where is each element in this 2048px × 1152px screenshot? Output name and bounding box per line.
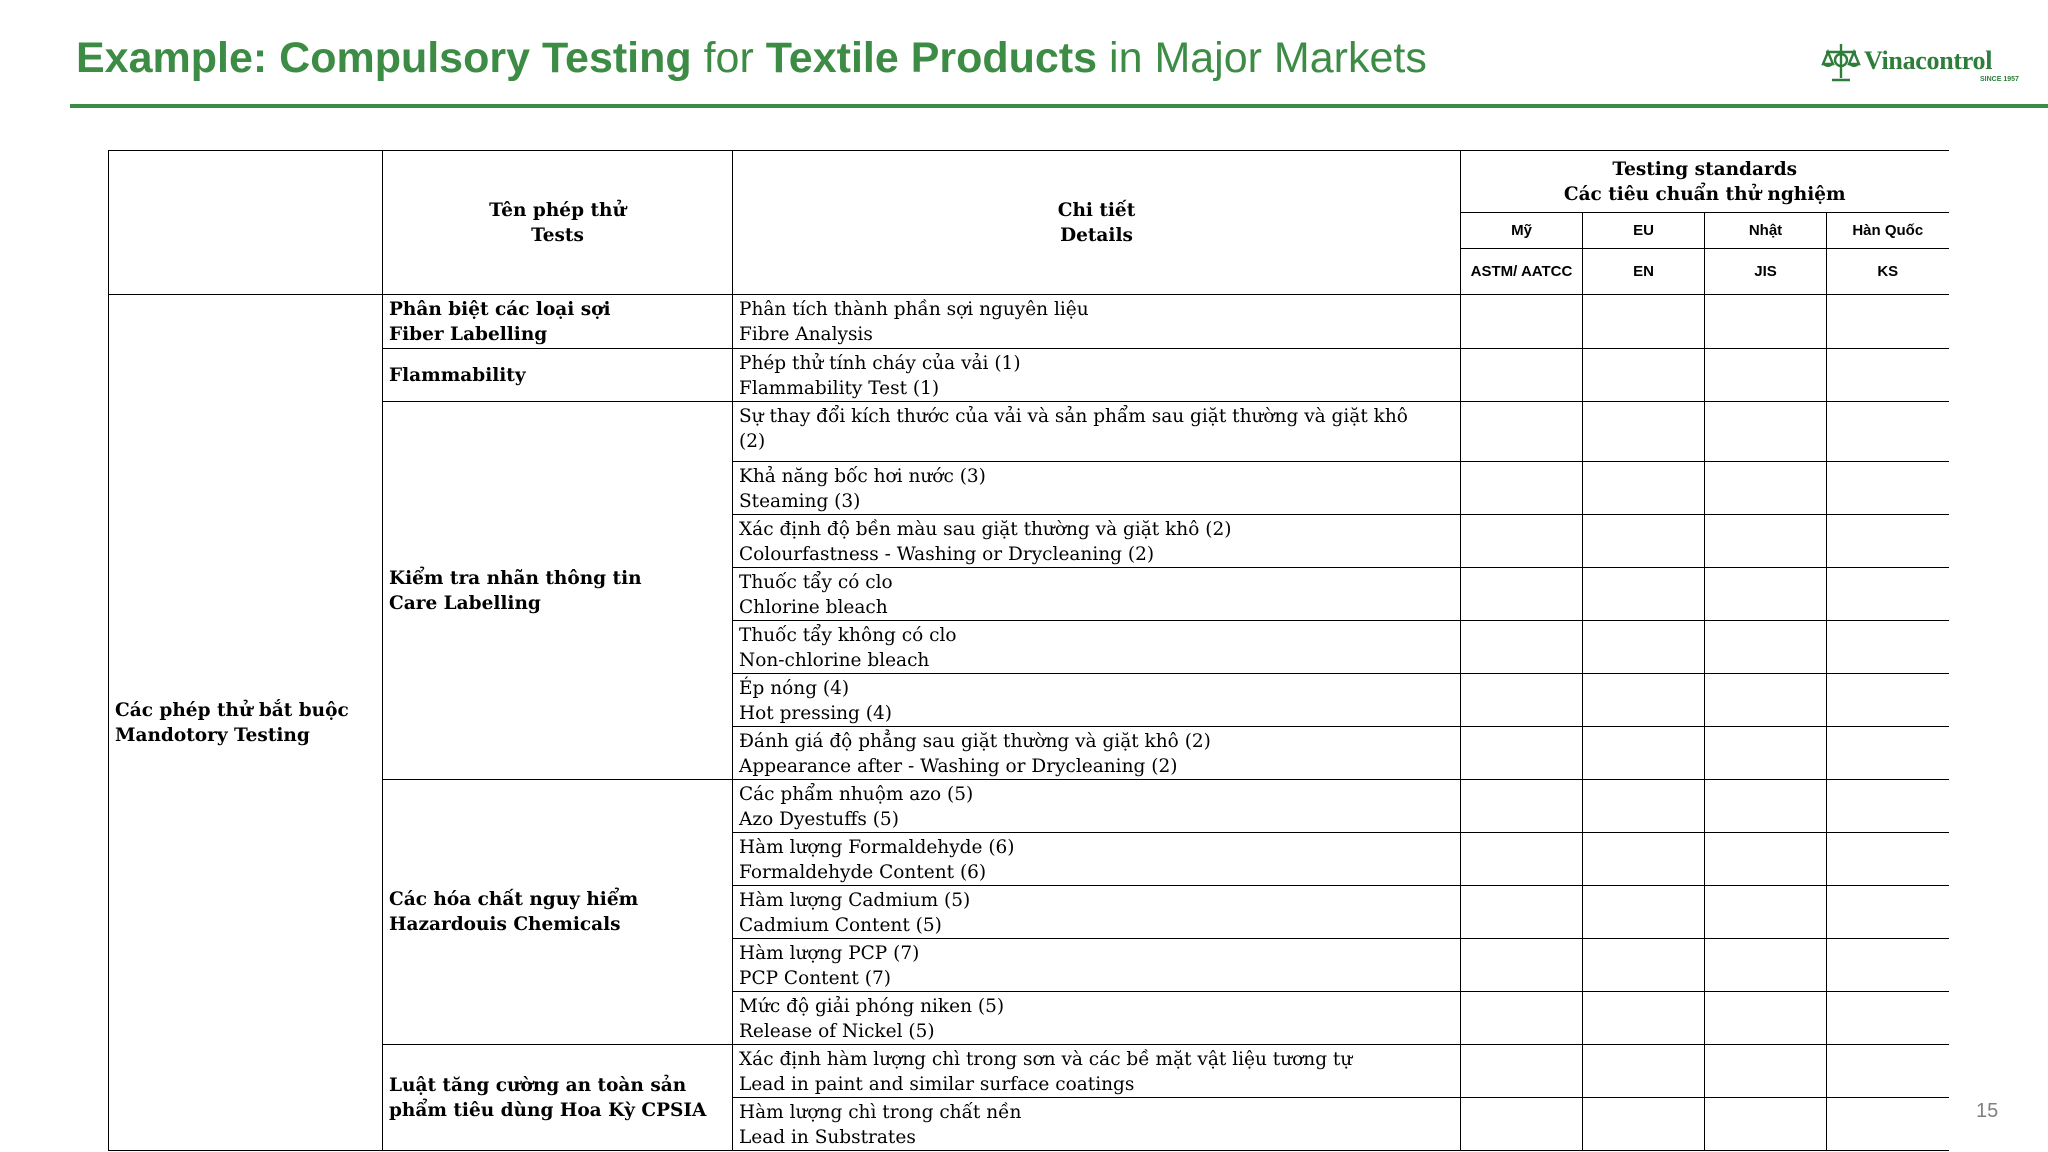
standard-cell	[1827, 568, 1949, 621]
standard-cell	[1461, 568, 1583, 621]
vinacontrol-logo	[1820, 40, 2032, 86]
group-name-en: phẩm tiêu dùng Hoa Kỳ CPSIA	[389, 1099, 707, 1121]
standards-header	[1461, 151, 1949, 213]
standard-cell	[1461, 349, 1583, 402]
detail-cell	[733, 992, 1461, 1045]
tests-header-en: Tests	[531, 224, 584, 246]
standard-cell	[1461, 939, 1583, 992]
details-header	[733, 151, 1461, 295]
detail-en: PCP Content (7)	[739, 968, 891, 989]
standard-cell	[1827, 1045, 1949, 1098]
detail-en: Colourfastness - Washing or Drycleaning (2)	[739, 544, 1155, 565]
standard-cell	[1583, 349, 1705, 402]
standard-cell	[1461, 1045, 1583, 1098]
market-korea: Hàn Quốc	[1827, 213, 1949, 249]
standard-cell	[1583, 1098, 1705, 1151]
standard-cell	[1583, 886, 1705, 939]
standard-cell	[1827, 295, 1949, 349]
group-care-labelling	[383, 402, 733, 780]
detail-cell	[733, 402, 1461, 462]
standard-cell	[1461, 886, 1583, 939]
group-flammability	[383, 349, 733, 402]
detail-vi: Xác định độ bền màu sau giặt thường và giặt khô (2)	[739, 519, 1232, 540]
detail-cell	[733, 939, 1461, 992]
logo-wordmark: Vinacontrol	[1864, 46, 1993, 75]
detail-en: Hot pressing (4)	[739, 703, 892, 724]
detail-vi: Thuốc tẩy có clo	[739, 572, 893, 593]
standard-ks: KS	[1827, 249, 1949, 295]
detail-cell	[733, 886, 1461, 939]
standard-cell	[1461, 992, 1583, 1045]
mandatory-testing-cell	[109, 295, 383, 1151]
standard-cell	[1583, 833, 1705, 886]
standard-cell	[1583, 515, 1705, 568]
standard-cell	[1583, 568, 1705, 621]
standard-cell	[1583, 780, 1705, 833]
title-part-2: Compulsory Testing	[279, 34, 692, 82]
detail-vi: Hàm lượng Formaldehyde (6)	[739, 837, 1015, 858]
group-name-en: Fiber Labelling	[389, 323, 548, 345]
detail-en: Flammability Test (1)	[739, 378, 940, 399]
standard-cell	[1827, 462, 1949, 515]
detail-en: Non-chlorine bleach	[739, 650, 930, 671]
standard-cell	[1705, 833, 1827, 886]
standard-cell	[1583, 992, 1705, 1045]
standard-cell	[1827, 727, 1949, 780]
details-header-en: Details	[1060, 224, 1133, 246]
group-name-en: Hazardouis Chemicals	[389, 914, 621, 935]
detail-vi: Hàm lượng Cadmium (5)	[739, 890, 971, 911]
standard-cell	[1705, 780, 1827, 833]
table-row	[109, 1045, 1949, 1098]
table-row	[109, 780, 1949, 833]
standard-cell	[1461, 295, 1583, 349]
standard-cell	[1705, 886, 1827, 939]
detail-vi: Đánh giá độ phẳng sau giặt thường và giặt khô (2)	[739, 731, 1211, 752]
details-header-vi: Chi tiết	[1057, 199, 1136, 221]
standard-cell	[1461, 402, 1583, 462]
standard-jis: JIS	[1705, 249, 1827, 295]
standard-cell	[1705, 515, 1827, 568]
group-name-vi: Kiểm tra nhãn thông tin	[389, 567, 642, 589]
group-hazardous-chemicals	[383, 780, 733, 1045]
standard-cell	[1461, 674, 1583, 727]
standard-cell	[1583, 295, 1705, 349]
standard-cell	[1583, 402, 1705, 462]
detail-cell	[733, 515, 1461, 568]
standard-cell	[1705, 992, 1827, 1045]
standard-en: EN	[1583, 249, 1705, 295]
detail-cell	[733, 1098, 1461, 1151]
detail-cell	[733, 727, 1461, 780]
table-row	[109, 349, 1949, 402]
mandatory-en: Mandotory Testing	[115, 724, 310, 746]
detail-cell	[733, 349, 1461, 402]
market-japan: Nhật	[1705, 213, 1827, 249]
title-part-4: Textile Products	[765, 34, 1098, 82]
header-empty-cell	[109, 151, 383, 295]
standard-cell	[1827, 833, 1949, 886]
detail-en: Appearance after - Washing or Drycleaning (2)	[739, 756, 1178, 777]
detail-cell	[733, 833, 1461, 886]
tests-header-vi: Tên phép thử	[489, 199, 626, 221]
detail-cell	[733, 674, 1461, 727]
detail-en: Lead in Substrates	[739, 1127, 916, 1148]
detail-vi: Hàm lượng chì trong chất nền	[739, 1102, 1022, 1123]
detail-vi: Phép thử tính cháy của vải (1)	[739, 353, 1021, 374]
standard-cell	[1705, 295, 1827, 349]
title-underline	[70, 104, 2048, 108]
standards-header-en: Testing standards	[1612, 158, 1798, 180]
detail-vi: Các phẩm nhuộm azo (5)	[739, 784, 974, 805]
standard-cell	[1461, 833, 1583, 886]
detail-cell	[733, 1045, 1461, 1098]
standards-header-vi: Các tiêu chuẩn thử nghiệm	[1563, 183, 1846, 205]
detail-en: Fibre Analysis	[739, 324, 873, 345]
detail-vi: Sự thay đổi kích thước của vải và sản phẩm sau giặt thường và giặt khô	[739, 406, 1408, 427]
title-part-5: in Major Markets	[1097, 34, 1427, 82]
group-name-vi: Luật tăng cường an toàn sản	[389, 1074, 687, 1096]
scale-emblem-icon	[1820, 40, 1862, 84]
header-row-1	[109, 151, 1949, 213]
table-row	[109, 402, 1949, 462]
standard-cell	[1583, 939, 1705, 992]
standard-cell	[1583, 462, 1705, 515]
mandatory-vi: Các phép thử bắt buộc	[115, 699, 349, 721]
group-name-vi: Các hóa chất nguy hiểm	[389, 889, 639, 910]
standard-cell	[1827, 349, 1949, 402]
detail-en: Chlorine bleach	[739, 597, 888, 618]
detail-en: Azo Dyestuffs (5)	[739, 809, 899, 830]
standard-cell	[1461, 515, 1583, 568]
detail-en: Release of Nickel (5)	[739, 1021, 935, 1042]
detail-cell	[733, 780, 1461, 833]
standard-cell	[1461, 1098, 1583, 1151]
group-name-en: Care Labelling	[389, 592, 541, 614]
standard-cell	[1827, 621, 1949, 674]
detail-en: Steaming (3)	[739, 491, 861, 512]
detail-en: Cadmium Content (5)	[739, 915, 942, 936]
market-us: Mỹ	[1461, 213, 1583, 249]
detail-en: (2)	[739, 431, 766, 452]
standard-cell	[1461, 780, 1583, 833]
standard-cell	[1827, 1098, 1949, 1151]
title-part-1: Example:	[76, 34, 280, 82]
detail-vi: Thuốc tẩy không có clo	[739, 625, 957, 646]
standard-cell	[1705, 349, 1827, 402]
testing-table	[108, 150, 1949, 1151]
detail-vi: Xác định hàm lượng chì trong sơn và các bề mặt vật liệu tương tự	[739, 1049, 1353, 1070]
market-eu: EU	[1583, 213, 1705, 249]
detail-cell	[733, 621, 1461, 674]
standard-cell	[1705, 402, 1827, 462]
standard-cell	[1705, 462, 1827, 515]
detail-cell	[733, 568, 1461, 621]
standard-cell	[1705, 1045, 1827, 1098]
standard-cell	[1583, 1045, 1705, 1098]
standard-cell	[1461, 727, 1583, 780]
standard-cell	[1461, 621, 1583, 674]
standard-cell	[1705, 727, 1827, 780]
logo-since: SINCE 1957	[1980, 76, 2019, 83]
standard-cell	[1583, 621, 1705, 674]
group-cpsia	[383, 1045, 733, 1151]
detail-cell	[733, 462, 1461, 515]
standard-cell	[1827, 992, 1949, 1045]
standard-cell	[1827, 886, 1949, 939]
standard-cell	[1705, 939, 1827, 992]
standard-cell	[1705, 674, 1827, 727]
group-fiber-labelling	[383, 295, 733, 349]
detail-vi: Ép nóng (4)	[739, 678, 850, 699]
group-name-en: Flammability	[389, 364, 526, 386]
page-title	[76, 34, 1427, 83]
tests-header	[383, 151, 733, 295]
standard-cell	[1583, 727, 1705, 780]
standard-cell	[1583, 674, 1705, 727]
standard-cell	[1705, 621, 1827, 674]
detail-cell	[733, 295, 1461, 349]
standard-cell	[1705, 1098, 1827, 1151]
standard-cell	[1827, 939, 1949, 992]
standard-astm: ASTM/ AATCC	[1461, 249, 1583, 295]
table-row	[109, 295, 1949, 349]
standard-cell	[1827, 674, 1949, 727]
detail-en: Lead in paint and similar surface coatings	[739, 1074, 1135, 1095]
detail-en: Formaldehyde Content (6)	[739, 862, 987, 883]
title-part-3: for	[691, 34, 766, 82]
detail-vi: Phân tích thành phần sợi nguyên liệu	[739, 299, 1089, 320]
standard-cell	[1461, 462, 1583, 515]
detail-vi: Mức độ giải phóng niken (5)	[739, 996, 1005, 1017]
standard-cell	[1827, 402, 1949, 462]
detail-vi: Hàm lượng PCP (7)	[739, 943, 920, 964]
standard-cell	[1827, 515, 1949, 568]
detail-vi: Khả năng bốc hơi nước (3)	[739, 466, 986, 487]
page-number: 15	[1976, 1100, 1999, 1122]
group-name-vi: Phân biệt các loại sợi	[389, 298, 611, 320]
standard-cell	[1827, 780, 1949, 833]
standard-cell	[1705, 568, 1827, 621]
